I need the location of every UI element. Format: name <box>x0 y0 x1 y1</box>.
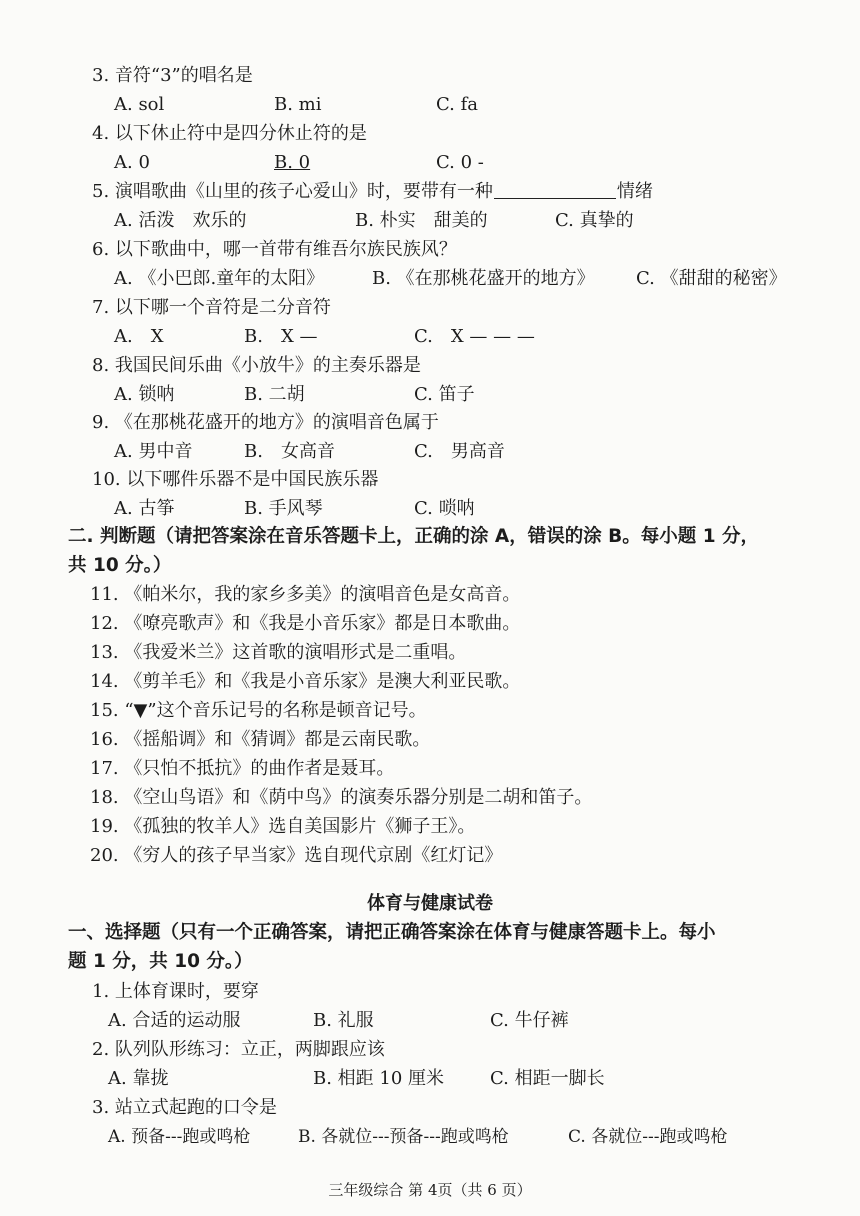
question-7-option-c: C. X — — — <box>414 326 535 347</box>
question-5-option-c: C. 真挚的 <box>555 210 634 231</box>
question-5-stem <box>92 180 653 204</box>
pe-question-1-stem: 1. 上体育课时，要穿 <box>92 981 259 1002</box>
question-6-option-c: C. 《甜甜的秘密》 <box>636 268 787 289</box>
question-8-option-c: C. 笛子 <box>414 384 475 405</box>
question-3-option-a: A. sol <box>114 94 165 115</box>
pe-section-heading: 一、选择题（只有一个正确答案，请把正确答案涂在体育与健康答题卡上。每小 <box>68 922 716 943</box>
question-10-option-b: B. 手风琴 <box>244 498 323 519</box>
tf-item-20: 20. 《穷人的孩子早当家》选自现代京剧《红灯记》 <box>90 845 503 866</box>
pe-question-2-option-c: C. 相距一脚长 <box>490 1068 605 1089</box>
pe-title: 体育与健康试卷 <box>367 893 493 914</box>
tf-item-12: 12. 《嘹亮歌声》和《我是小音乐家》都是日本歌曲。 <box>90 613 521 634</box>
question-8-option-b: B. 二胡 <box>244 384 305 405</box>
pe-question-1-option-b: B. 礼服 <box>313 1010 374 1031</box>
pe-question-2-stem: 2. 队列队形练习：立正，两脚跟应该 <box>92 1039 385 1060</box>
pe-section-heading-cont: 题 1 分，共 10 分。） <box>68 951 253 972</box>
pe-question-2-option-b: B. 相距 10 厘米 <box>313 1068 445 1089</box>
question-8-stem: 8. 我国民间乐曲《小放牛》的主奏乐器是 <box>92 355 421 376</box>
question-9-option-a: A. 男中音 <box>114 441 193 462</box>
question-5-option-b: B. 朴实 甜美的 <box>355 210 488 231</box>
question-3-option-b: B. mi <box>274 94 322 115</box>
question-9-option-c: C. 男高音 <box>414 441 505 462</box>
question-7-stem: 7. 以下哪一个音符是二分音符 <box>92 297 331 318</box>
page-footer: 三年级综合 第 4页（共 6 页） <box>328 1181 532 1199</box>
pe-question-3-option-b: B. 各就位---预备---跑或鸣枪 <box>298 1127 509 1147</box>
question-5-stem-before: 5. 演唱歌曲《山里的孩子心爱山》时，要带有一种 <box>92 181 493 202</box>
tf-item-13: 13. 《我爱米兰》这首歌的演唱形式是二重唱。 <box>90 642 467 663</box>
question-6-stem: 6. 以下歌曲中，哪一首带有维吾尔族民族风？ <box>92 239 457 260</box>
tf-item-19: 19. 《孤独的牧羊人》选自美国影片《狮子王》。 <box>90 816 476 837</box>
tf-item-16: 16. 《摇船调》和《猜调》都是云南民歌。 <box>90 729 431 750</box>
question-9-option-b: B. 女高音 <box>244 441 335 462</box>
question-4-stem: 4. 以下休止符中是四分休止符的是 <box>92 123 367 144</box>
tf-section-heading-cont: 共 10 分。） <box>68 555 172 576</box>
question-4-option-c: C. 0 - <box>436 152 484 173</box>
question-3-option-c: C. fa <box>436 94 478 115</box>
tf-item-11: 11. 《帕米尔，我的家乡多美》的演唱音色是女高音。 <box>90 584 521 605</box>
question-4-option-a: A. 0 <box>114 152 150 173</box>
tf-item-18: 18. 《空山鸟语》和《荫中鸟》的演奏乐器分别是二胡和笛子。 <box>90 787 593 808</box>
question-7-option-a: A. X <box>114 326 164 347</box>
pe-question-3-option-c: C. 各就位---跑或鸣枪 <box>568 1127 728 1147</box>
question-3-stem: 3. 音符“3”的唱名是 <box>92 65 253 86</box>
question-6-option-a: A. 《小巴郎.童年的太阳》 <box>114 268 325 289</box>
question-6-option-b: B. 《在那桃花盛开的地方》 <box>372 268 595 289</box>
question-5-stem-after: 情绪 <box>616 181 653 202</box>
pe-question-3-stem: 3. 站立式起跑的口令是 <box>92 1097 277 1118</box>
question-4-option-b: B. 0 <box>274 152 311 173</box>
pe-question-1-option-c: C. 牛仔裤 <box>490 1010 569 1031</box>
tf-item-17: 17. 《只怕不抵抗》的曲作者是聂耳。 <box>90 758 395 779</box>
question-10-option-c: C. 唢呐 <box>414 498 475 519</box>
pe-question-3-option-a: A. 预备---跑或鸣枪 <box>108 1127 251 1147</box>
question-5-option-a: A. 活泼 欢乐的 <box>114 210 247 231</box>
question-7-option-b: B. X — <box>244 326 318 347</box>
pe-question-2-option-a: A. 靠拢 <box>108 1068 169 1089</box>
answer-blank <box>494 180 616 199</box>
tf-section-heading: 二. 判断题（请把答案涂在音乐答题卡上，正确的涂 A，错误的涂 B。每小题 1 分， <box>68 526 760 547</box>
tf-item-15: 15. “▼”这个音乐记号的名称是顿音记号。 <box>90 700 427 721</box>
question-10-option-a: A. 古筝 <box>114 498 175 519</box>
pe-question-1-option-a: A. 合适的运动服 <box>108 1010 241 1031</box>
tf-item-14: 14. 《剪羊毛》和《我是小音乐家》是澳大利亚民歌。 <box>90 671 521 692</box>
question-9-stem: 9. 《在那桃花盛开的地方》的演唱音色属于 <box>92 412 439 433</box>
question-10-stem: 10. 以下哪件乐器不是中国民族乐器 <box>92 469 379 490</box>
question-8-option-a: A. 锁呐 <box>114 384 175 405</box>
